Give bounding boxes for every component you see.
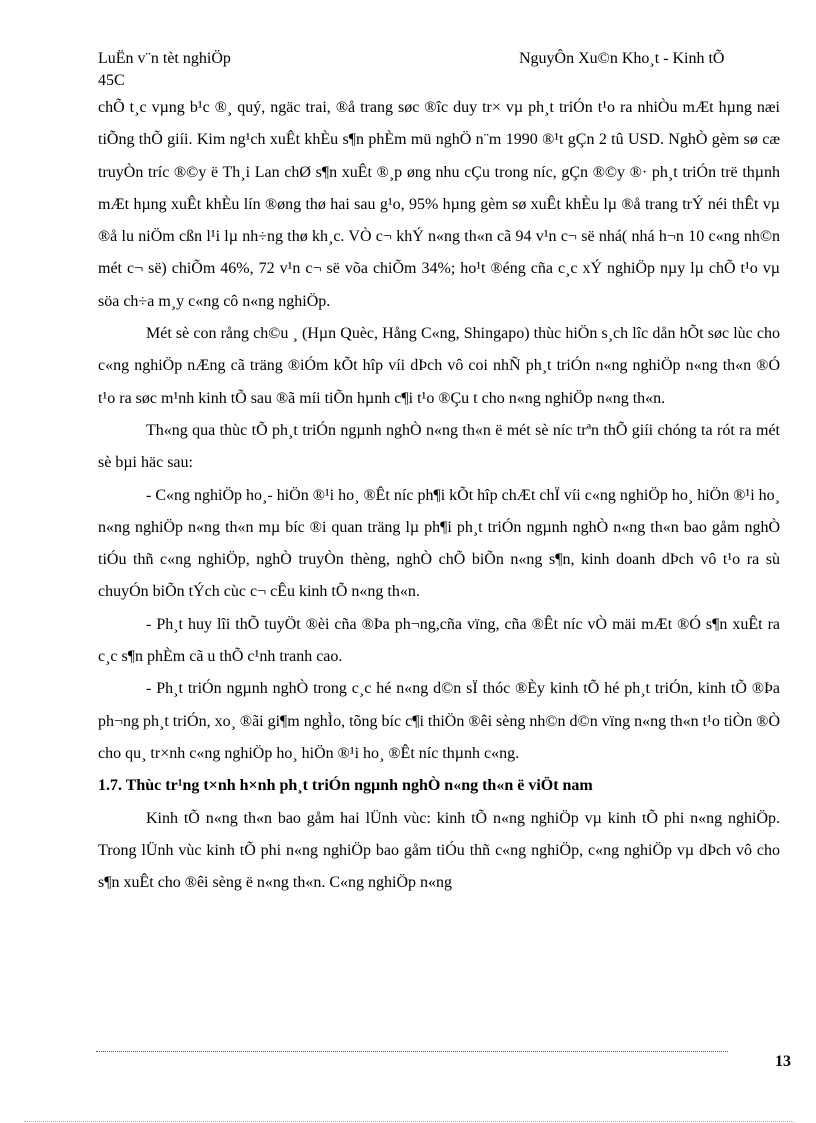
lesson-item-1: - C«ng nghiÖp ho¸- hiÖn ®¹i ho¸ ®Êt níc ph¶i kÕt hîp chÆt chÏ víi c«ng nghiÖp ho¸ hiÖn ®¹i ho¸ n«ng nghiÖp n«ng th«n mµ bíc ®i quan träng lµ ph¶i ph¸t triÓn ngµnh nghÒ n«ng th«n bao gåm nghÒ tiÓu thñ c«ng nghiÖp, nghÒ truyÒn thèng, nghÒ chÕ biÕn n«ng s¶n, kinh doanh dÞch vô t¹o ra sù chuyÓn biÕn tÝch cùc c¬ cÊu kinh tÕ n«ng th«n.: [98, 486, 780, 601]
header-document-type: LuËn v¨n tèt nghiÖp: [98, 50, 231, 67]
page-bottom-divider: [24, 1121, 794, 1122]
paragraph-lessons-intro: Th«ng qua thùc tÕ ph¸t triÓn ngµnh nghÒ n«ng th«n ë mét sè níc trªn thÕ giíi chóng ta rót ra mét sè bµi häc sau:: [98, 421, 780, 472]
lesson-item-2: - Ph¸t huy lîi thÕ tuyÖt ®èi cña ®Þa ph¬ng,cña vïng, cña ®Êt níc vÒ mäi mÆt ®Ó s¶n xuÊt ra c¸c s¶n phÈm cã u thÕ c¹nh tranh cao.: [98, 615, 780, 666]
paragraph-continuation: chÕ t¸c vµng b¹c ®¸ quý, ngäc trai, ®å trang søc ®îc duy tr× vµ ph¸t triÓn t¹o ra nhiÒu mÆt hµng næi tiÕng thÕ giíi. Kim ng¹ch xuÊt khÈu s¶n phÈm mü nghÖ n¨m 1990 ®¹t gÇn 2 tû USD. NghÒ gèm sø cæ truyÒn tríc ®©y ë Th¸i Lan chØ s¶n xuÊt ®¸p øng nhu cÇu trong níc, gÇn ®©y ®· ph¸t triÓn trë thµnh mÆt hµng xuÊt khÈu lín ®øng thø hai sau g¹o, 95% hµng gèm sø xuÊt khÈu lµ ®å trang trÝ néi thÊt vµ ®å lu niÖm cßn l¹i lµ nh÷ng thø kh¸c. VÒ c¬ khÝ n«ng th«n cã 94 v¹n c¬ së nhá( nhá h¬n 10 c«ng nh©n mét c¬ së) chiÕm 46%, 72 v¹n c¬ së võa chiÕm 34%; ho¹t ®éng cña c¸c xÝ nghiÖp nµy lµ chÕ t¹o vµ söa ch÷a m¸y c«ng cô n«ng nghiÖp.: [98, 99, 780, 310]
lesson-item-3: - Ph¸t triÓn ngµnh nghÒ trong c¸c hé n«ng d©n sÏ thóc ®Èy kinh tÕ hé ph¸t triÓn, kinh tÕ ®Þa ph¬ng ph¸t triÓn, xo¸ ®ãi gi¶m nghÌo, tõng bíc c¶i thiÖn ®êi sèng nh©n d©n vïng n«ng th«n t¹o tiÒn ®Ò cho qu¸ tr×nh c«ng nghiÖp ho¸ hiÖn ®¹i ho¸ ®Êt níc thµnh c«ng.: [98, 680, 780, 762]
header-author: NguyÔn Xu©n Kho¸t - Kinh tÕ: [519, 50, 725, 67]
header-class: 45C: [98, 72, 125, 89]
footer-divider: [96, 1051, 728, 1052]
page-body: [98, 92, 780, 899]
page-number: 13: [775, 1053, 791, 1070]
section-heading: 1.7. Thùc tr¹ng t×nh h×nh ph¸t triÓn ngµnh nghÒ n«ng th«n ë viÖt nam: [98, 777, 593, 795]
section-paragraph: Kinh tÕ n«ng th«n bao gåm hai lÜnh vùc: kinh tÕ n«ng nghiÖp vµ kinh tÕ phi n«ng nghiÖp. Trong lÜnh vùc kinh tÕ phi n«ng nghiÖp bao gåm tiÓu thñ c«ng nghiÖp, c«ng nghiÖp vµ dÞch vô cho s¶n xuÊt cho ®êi sèng ë n«ng th«n. C«ng nghiÖp n«ng: [98, 809, 780, 892]
paragraph-asian-dragons: Mét sè con rång ch©u ¸ (Hµn Quèc, Hång C«ng, Shingapo) thùc hiÖn s¸ch lîc dån hÕt søc lùc cho c«ng nghiÖp nÆng cã träng ®iÓm kÕt hîp víi dÞch vô coi nhÑ ph¸t triÓn n«ng nghiÖp n«ng th«n ®Ó t¹o ra søc m¹nh kinh tÕ sau ®ã míi tiÕn hµnh c¶i t¹o ®Çu t cho n«ng nghiÖp n«ng th«n.: [98, 325, 780, 407]
